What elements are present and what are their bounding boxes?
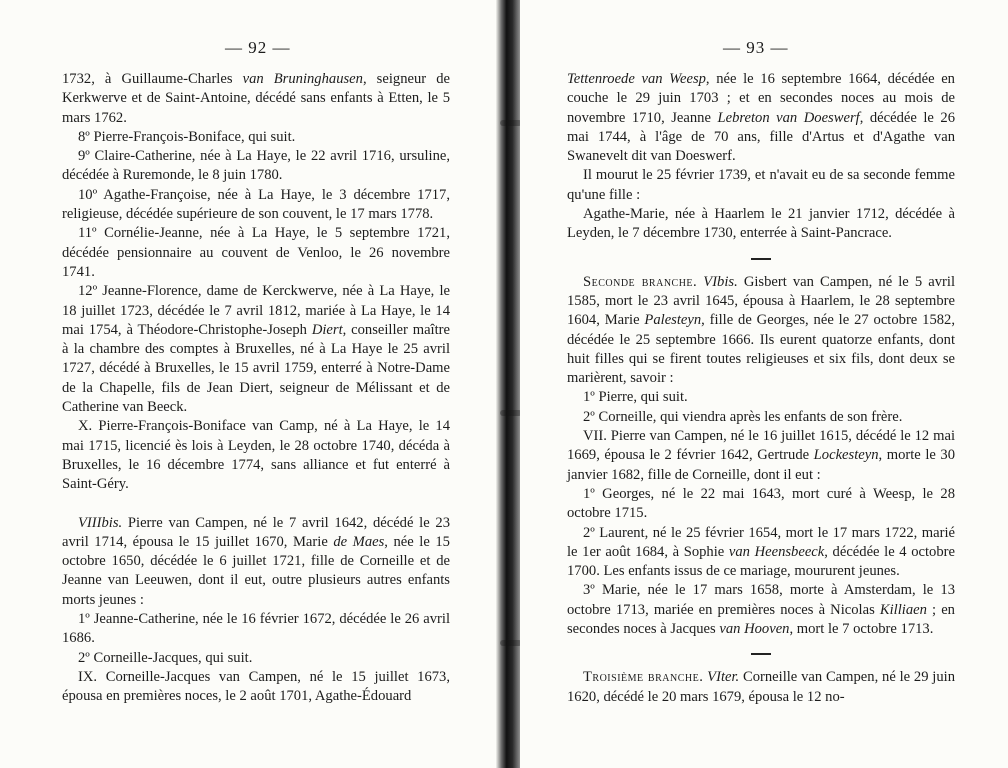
spacer bbox=[62, 495, 450, 514]
paragraph: VII. Pierre van Campen, né le 16 juillet 1615, décédé le 12 mai 1669, épousa le 2 février 1642, Gertrude Lockesteyn, morte le 30 janvier 1682, fille de Corneille, dont il eut : bbox=[567, 428, 955, 483]
paragraph: 2º Laurent, né le 25 février 1654, mort le 17 mars 1722, marié le 1er août 1684, à Sophie van Heensbeeck, décédée le 4 octobre 1700. Les enfants issus de ce mariage, moururent jeunes. bbox=[567, 524, 955, 580]
paragraph: X. Pierre-François-Boniface van Camp, né à La Haye, le 14 mai 1715, licencié ès lois à Leyden, le 28 octobre 1740, décéda à Bruxelles, le 16 décembre 1774, sans alliance et fut enterré à Saint-Géry. bbox=[62, 418, 450, 493]
paragraph: Il mourut le 25 février 1739, et n'avait eu de sa seconde femme qu'une fille : bbox=[567, 167, 955, 203]
paragraph: 2º Corneille, qui viendra après les enfants de son frère. bbox=[583, 408, 903, 425]
paragraph: Seconde branche. VIbis. Gisbert van Campen, né le 5 avril 1585, mort le 23 avril 1645, épousa à Haarlem, le 28 septembre 1604, Marie Palesteyn, fille de Georges, née le 27 octobre 1582, décédée le 25 septembre 1666. Ils eurent quatorze enfants, dont huit filles qui se firent toutes religieuses et six fils, dont deux se marièrent, savoir : bbox=[567, 273, 955, 387]
paragraph: 11º Cornélie-Jeanne, née à La Haye, le 5 septembre 1721, décédée pensionnaire au couvent de Venloo, le 26 novembre 1741. bbox=[62, 225, 450, 280]
page-number: — 93 — bbox=[723, 38, 789, 57]
paragraph: 1º Jeanne-Catherine, née le 16 février 1672, décédée le 26 avril 1686. bbox=[62, 611, 450, 647]
paragraph: 10º Agathe-Françoise, née à La Haye, le 3 décembre 1717, religieuse, décédée supérieure de son couvent, le 17 mars 1778. bbox=[62, 186, 450, 223]
paragraph: 1732, à Guillaume-Charles van Bruninghausen, seigneur de Kerkwerve et de Saint-Antoine, décédé sans enfants à Etten, le 5 mars 1762. bbox=[62, 71, 450, 126]
paragraph: 3º Marie, née le 17 mars 1658, morte à Amsterdam, le 13 octobre 1713, mariée en premières noces à Nicolas Killiaen ; en secondes noces à Jacques van Hooven, mort le 7 octobre 1713. bbox=[567, 582, 955, 638]
paragraph: 1º Pierre, qui suit. bbox=[583, 389, 688, 406]
paragraph: 9º Claire-Catherine, née à La Haye, le 22 avril 1716, ursuline, décédée à Ruremonde, le 8 juin 1780. bbox=[62, 148, 450, 184]
right-page bbox=[520, 0, 1008, 768]
left-page bbox=[0, 0, 500, 768]
paragraph: 2º Corneille-Jacques, qui suit. bbox=[78, 649, 253, 666]
section-separator bbox=[751, 653, 771, 655]
paragraph: VIIIbis. Pierre van Campen, né le 7 avril 1642, décédé le 23 avril 1714, épousa le 15 juillet 1670, Marie de Maes, née le 15 octobre 1650, décédée le 6 juillet 1721, fille de Corneille et de Jeanne van Leeuwen, dont il eut, outre plusieurs autres enfants morts jeunes : bbox=[62, 514, 450, 608]
paragraph: Agathe-Marie, née à Haarlem le 21 janvier 1712, décédée à Leyden, le 7 décembre 1730, enterrée à Saint-Pancrace. bbox=[567, 206, 955, 242]
paragraph: 1º Georges, né le 22 mai 1643, mort curé à Weesp, le 28 octobre 1715. bbox=[567, 485, 955, 522]
paragraph: 12º Jeanne-Florence, dame de Kerckwerve, née à La Haye, le 18 juillet 1723, décédée le 7 avril 1812, mariée à La Haye, le 14 mai 1754, à Théodore-Christophe-Joseph Diert, conseiller maître à la chambre des comptes à Bruxelles, né à La Haye le 25 avril 1727, décédé à Bruxelles, le 15 avril 1759, enterré à Notre-Dame de la Chapelle, fils de Jean Diert, seigneur de Mélissant et de Catherine van Beeck. bbox=[62, 283, 451, 416]
page-number: — 92 — bbox=[225, 38, 291, 57]
section-separator bbox=[751, 258, 771, 260]
paragraph: IX. Corneille-Jacques van Campen, né le 15 juillet 1673, épousa en premières noces, le 2 août 1701, Agathe-Édouard bbox=[62, 668, 450, 705]
gutter-mark bbox=[500, 120, 522, 126]
paragraph: Tettenroede van Weesp, née le 16 septembre 1664, décédée en couche le 29 juin 1703 ; et en secondes noces au mois de novembre 1710, Jeanne Lebreton van Doeswerf, décédée le 26 mai 1744, à l'âge de 70 ans, fille d'Artus et d'Agathe van Swanevelt dit van Doeswerf. bbox=[567, 71, 956, 165]
text-column bbox=[62, 70, 450, 707]
paragraph: 8º Pierre-François-Boniface, qui suit. bbox=[78, 128, 296, 145]
gutter-mark bbox=[500, 640, 522, 646]
text-column bbox=[567, 70, 955, 707]
gutter-mark bbox=[500, 410, 522, 416]
paragraph: Troisième branche. VIter. Corneille van Campen, né le 29 juin 1620, décédé le 20 mars 1679, épousa le 12 no- bbox=[567, 669, 955, 705]
